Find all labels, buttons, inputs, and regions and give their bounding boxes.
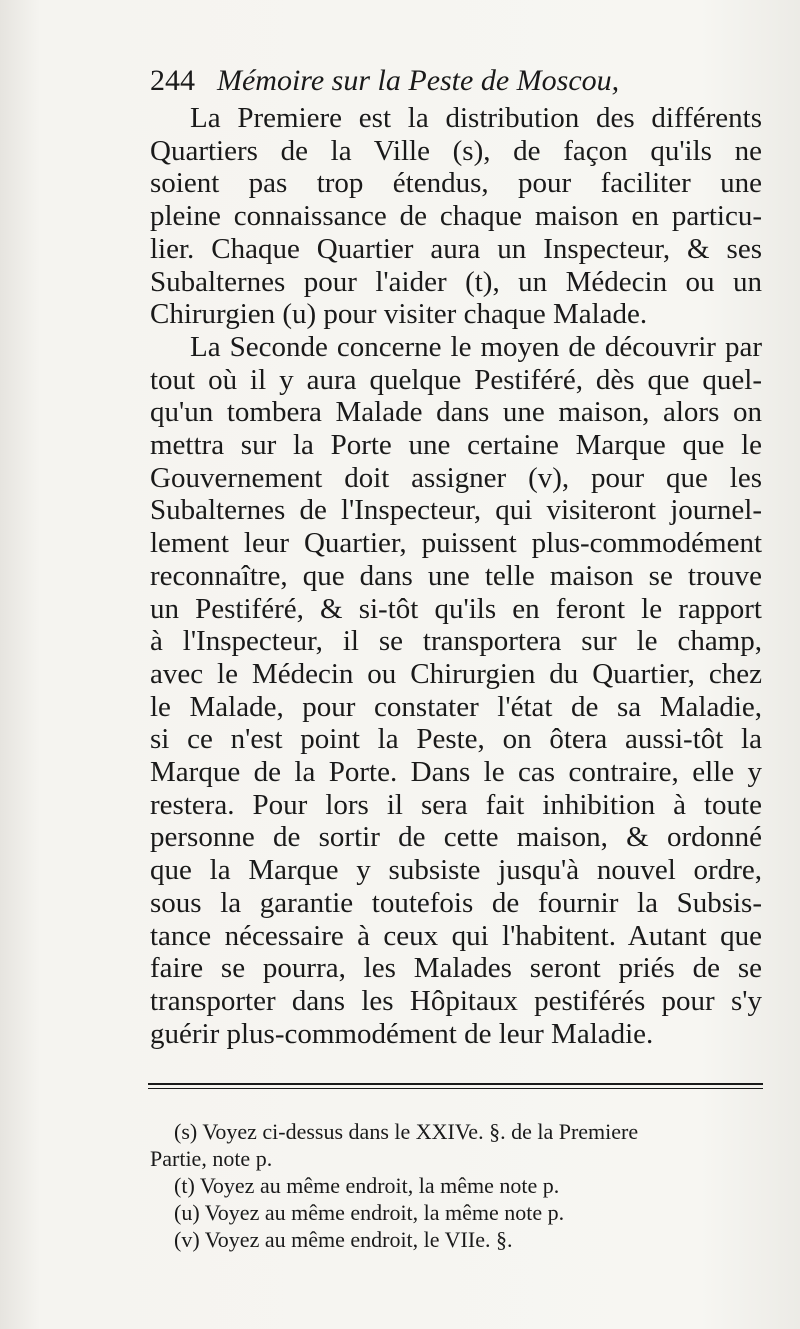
text-line: La Seconde concerne le moyen de découvrir par [190,330,762,363]
text-line: Subalternes de l'Inspecteur, qui visiteront journel- [150,494,762,527]
text-line: Gouvernement doit assigner (v), pour que les [150,461,762,494]
text-line: Marque de la Porte. Dans le cas contraire, elle y [150,756,762,789]
footnotes [150,1118,762,1253]
text-line: reconnaître, que dans une telle maison se trouve [150,559,762,592]
main-text [150,102,762,1050]
footnote-separator-thin [148,1088,763,1089]
text-line: que la Marque y subsiste jusqu'à nouvel ordre, [150,854,762,887]
text-line: tout où il y aura quelque Pestiféré, dès que quel- [150,363,762,396]
text-line: Subalternes pour l'aider (t), un Médecin ou un [150,265,762,298]
text-line: Quartiers de la Ville (s), de façon qu'ils ne [150,134,762,167]
paragraph-first [150,102,762,331]
page-number: 244 [150,64,195,97]
text-line: avec le Médecin ou Chirurgien du Quartier, chez [150,657,762,690]
footnote-u: (u) Voyez au même endroit, la même note p. [174,1200,565,1225]
text-line: si ce n'est point la Peste, on ôtera aussi-tôt la [150,723,762,756]
text-line: restera. Pour lors il sera fait inhibition à toute [150,788,762,821]
text-line: un Pestiféré, & si-tôt qu'ils en feront le rapport [150,592,762,625]
running-header [150,62,655,100]
text-line: tance nécessaire à ceux qui l'habitent. Autant que [150,919,762,952]
text-line: mettra sur la Porte une certaine Marque que le [150,429,762,462]
text-line: transporter dans les Hôpitaux pestiférés pour s'y [150,984,762,1017]
text-line: personne de sortir de cette maison, & ordonné [150,821,762,854]
text-line: lement leur Quartier, puissent plus-commodément [150,527,762,560]
running-title: Mémoire sur la Peste de Moscou, [217,64,620,97]
footnote-separator [148,1083,763,1085]
footnote-t: (t) Voyez au même endroit, la même note p. [174,1173,560,1198]
text-line: Chirurgien (u) pour visiter chaque Malade. [150,298,648,331]
text-line: le Malade, pour constater l'état de sa Maladie, [150,690,762,723]
footnote-s-continued: Partie, note p. [150,1146,273,1171]
text-line: faire se pourra, les Malades seront priés de se [150,952,762,985]
text-line: sous la garantie toutefois de fournir la Subsis- [150,886,762,919]
text-line: lier. Chaque Quartier aura un Inspecteur, & ses [150,232,762,265]
text-line: soient pas trop étendus, pour faciliter une [150,167,762,200]
footnote-s: (s) Voyez ci-dessus dans le XXIVe. §. de la Premiere [174,1119,639,1144]
text-line: La Premiere est la distribution des différents [190,102,762,134]
paragraph-second [150,331,762,1050]
text-line: guérir plus-commodément de leur Maladie. [150,1017,654,1050]
text-line: qu'un tombera Malade dans une maison, alors on [150,396,762,429]
footnote-v: (v) Voyez au même endroit, le VIIe. §. [174,1227,513,1252]
text-line: pleine connaissance de chaque maison en particu- [150,200,762,233]
text-line: à l'Inspecteur, il se transportera sur le champ, [150,625,762,658]
